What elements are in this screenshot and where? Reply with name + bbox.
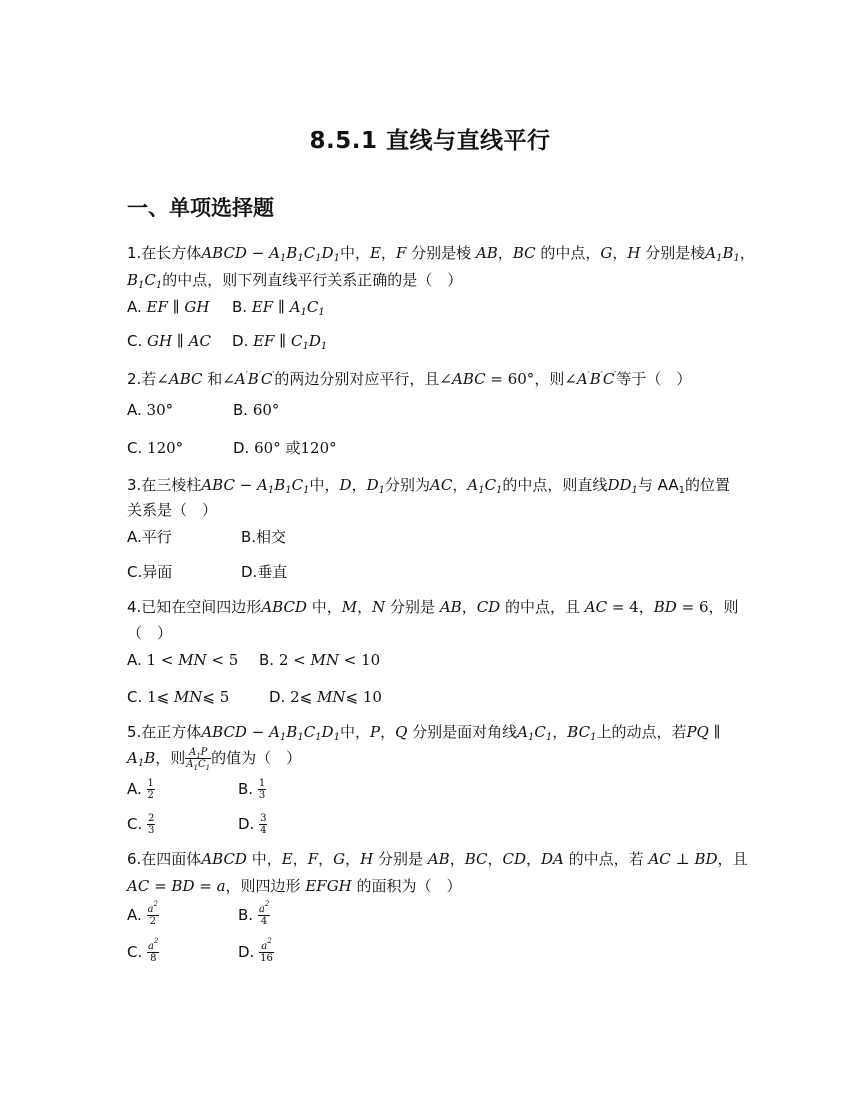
q6-option-d[interactable]: D. $\frac{a^2}{16}$ xyxy=(238,937,273,964)
section-heading: 一、单项选择题 xyxy=(127,196,274,220)
q4-text: 中， xyxy=(311,598,342,616)
q2-text: 2.若 xyxy=(127,370,157,388)
q3-text: 的中点，则直线 xyxy=(502,476,608,494)
q2-text: 的两边分别对应平行，且 xyxy=(274,370,440,388)
question-3-line-1: 3.在三棱柱ABC − $A_1B_1C_1$中，D，$D_1$分别为AC，$A_1C_1$的中点，则直线$DD_1$与 $AA_1$的位置 xyxy=(127,476,731,496)
q3-text: AA xyxy=(657,476,679,494)
q5-text: 中， xyxy=(339,723,370,741)
fraction-a1p-over-a1c1: $\frac{A_1P}{A_1C_1}$ xyxy=(186,747,211,772)
q3-option-b[interactable]: B.相交 xyxy=(241,528,287,546)
q6-text: 的中点，若 xyxy=(568,850,644,868)
q5-option-c[interactable]: C. $\frac{2}{3}$ xyxy=(127,813,155,836)
q3-text: 3.在三棱柱 xyxy=(127,476,202,494)
question-6-line-1: 6.在四面体ABCD 中，E，F，G，H 分别是 AB，BC，CD，DA 的中点，若 AC ⊥ BD，且 xyxy=(127,850,748,868)
q1-option-b[interactable]: B. EF ∥ $A_1C_1$ xyxy=(232,298,325,318)
q4-option-b[interactable]: B. 2 < MN < 10 xyxy=(259,651,381,669)
q1-text: 的中点， xyxy=(540,244,601,262)
q4-option-d[interactable]: D. 2⩽ MN⩽ 10 xyxy=(269,688,382,706)
question-5-line-2: $A_1B$，则 $\frac{A_1P}{A_1C_1}$ 的值为（ ） xyxy=(127,747,302,772)
question-1-line-1: 1.在长方体ABCD − $A_1B_1C_1D_1$中，E，F 分别是棱 AB，BC 的中点，G，H 分别是棱$A_1B_1$， xyxy=(127,244,755,264)
q1-option-a[interactable]: A. EF ∥ GH xyxy=(127,298,210,316)
q1-option-d[interactable]: D. EF ∥ $C_1D_1$ xyxy=(232,332,328,352)
q4-text: 4.已知在空间四边形 xyxy=(127,598,262,616)
q5-text: 分别是面对角线 xyxy=(412,723,518,741)
q3-option-a[interactable]: A.平行 xyxy=(127,528,172,546)
question-1-line-2: $B_1C_1$的中点，则下列直线平行关系正确的是（ ） xyxy=(127,271,463,291)
q2-text: 等于（ ） xyxy=(616,370,692,388)
q1-text: 分别是棱 xyxy=(645,244,706,262)
q6-text: 分别是 xyxy=(378,850,424,868)
q4-text: ，则 xyxy=(708,598,739,616)
q5-text: 的值为（ ） xyxy=(211,749,302,767)
question-6-line-2: AC = BD = a，则四边形 EFGH 的面积为（ ） xyxy=(127,877,462,895)
question-2-line-1: 2.若∠ABC 和∠A′B′C′的两边分别对应平行，且∠ABC = 60°，则∠A′B′C′等于（ ） xyxy=(127,370,692,388)
q5-option-b[interactable]: B. $\frac{1}{3}$ xyxy=(238,778,266,801)
q2-option-c[interactable]: C. 120° xyxy=(127,439,184,457)
q6-text: 中， xyxy=(251,850,282,868)
q2-text: 和 xyxy=(207,370,223,388)
q3-text: 关系是（ ） xyxy=(127,501,218,519)
q6-option-b[interactable]: B. $\frac{a^2}{4}$ xyxy=(238,900,270,927)
q6-text: 6.在四面体 xyxy=(127,850,202,868)
q4-text: 的中点，且 xyxy=(505,598,581,616)
q4-option-c[interactable]: C. 1⩽ MN⩽ 5 xyxy=(127,688,230,706)
q3-text: 中， xyxy=(309,476,340,494)
q1-text: 的中点，则下列直线平行关系正确的是（ ） xyxy=(162,271,463,289)
q1-text: 1.在长方体 xyxy=(127,244,202,262)
question-5-line-1: 5.在正方体ABCD − $A_1B_1C_1D_1$中，P，Q 分别是面对角线$A_1C_1$，$BC_1$上的动点，若PQ ∥ xyxy=(127,723,721,743)
q6-option-a[interactable]: A. $\frac{a^2}{2}$ xyxy=(127,900,158,927)
q3-text: 的位置 xyxy=(685,476,731,494)
q4-text: 分别是 xyxy=(390,598,436,616)
q5-option-d[interactable]: D. $\frac{3}{4}$ xyxy=(238,813,267,836)
q1-option-c[interactable]: C. GH ∥ AC xyxy=(127,332,211,350)
q6-option-c[interactable]: C. $\frac{a^2}{8}$ xyxy=(127,937,159,964)
q5-option-a[interactable]: A. $\frac{1}{2}$ xyxy=(127,778,154,801)
q4-text: （ ） xyxy=(127,624,173,642)
q4-option-a[interactable]: A. 1 < MN < 5 xyxy=(127,651,239,669)
q3-text: 分别为 xyxy=(385,476,431,494)
question-3-line-2 xyxy=(127,500,217,520)
q6-text: ，则四边形 xyxy=(225,877,301,895)
q5-text: ，则 xyxy=(155,749,186,767)
q3-option-d[interactable]: D.垂直 xyxy=(241,563,288,581)
q5-text: 上的动点，若 xyxy=(596,723,687,741)
q3-text: 与 xyxy=(637,476,653,494)
page-title: 8.5.1 直线与直线平行 xyxy=(309,128,551,154)
q1-text: 中， xyxy=(339,244,370,262)
q2-text: ，则 xyxy=(534,370,565,388)
q6-text: 的面积为（ ） xyxy=(356,877,462,895)
q3-option-c[interactable]: C.异面 xyxy=(127,563,173,581)
q2-option-d[interactable]: D. 60° 或120° xyxy=(233,439,337,457)
question-4-line-2 xyxy=(127,623,172,643)
q2-option-b[interactable]: B. 60° xyxy=(233,401,280,419)
q5-text: 5.在正方体 xyxy=(127,723,202,741)
q1-text: 分别是棱 xyxy=(411,244,472,262)
q2-option-a[interactable]: A. 30° xyxy=(127,401,174,419)
question-4-line-1: 4.已知在空间四边形ABCD 中，M，N 分别是 AB，CD 的中点，且 AC = 4，BD = 6，则 xyxy=(127,598,739,616)
q6-text: ，且 xyxy=(717,850,748,868)
